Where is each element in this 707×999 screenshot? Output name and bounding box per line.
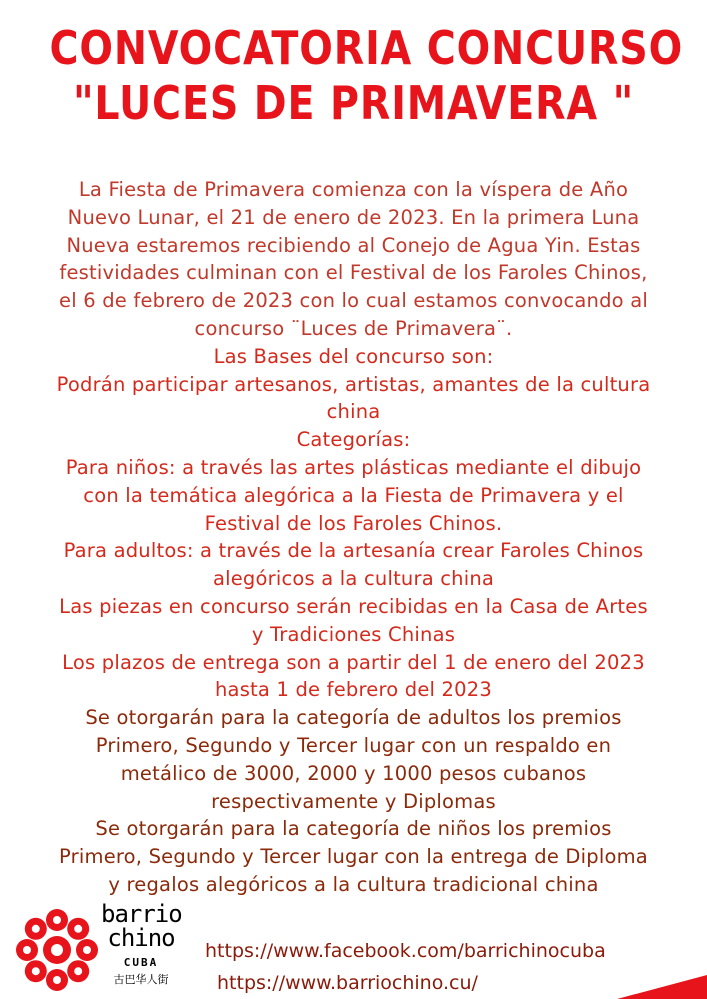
title-line-1: CONVOCATORIA CONCURSO <box>49 21 684 75</box>
logo-word-barrio: barrio <box>101 900 182 928</box>
intro-line: concurso ¨Luces de Primavera¨. <box>194 316 513 340</box>
logo-wordmark <box>101 902 181 987</box>
website-link[interactable]: https://www.barriochino.cu/ <box>217 972 478 994</box>
bases-line: y Tradiciones Chinas <box>251 622 456 646</box>
intro-line: el 6 de febrero de 2023 con lo cual estamos convocando al <box>59 289 648 313</box>
prizes-line: Se otorgarán para la categoría de niños los premios <box>95 817 612 841</box>
intro-line: Nuevo Lunar, el 21 de enero de 2023. En la primera Luna <box>67 205 640 229</box>
intro-line: Nueva estaremos recibiendo al Conejo de Agua Yin. Estas <box>66 233 641 257</box>
bases-line: alegóricos a la cultura china <box>212 567 495 591</box>
logo-chinese-text: 古巴华人街 <box>113 973 169 986</box>
bases-line: Para adultos: a través de la artesanía crear Faroles Chinos <box>63 539 644 563</box>
bases-line: Las piezas en concurso serán recibidas en la Casa de Artes <box>59 594 648 618</box>
bases-line: Podrán participar artesanos, artistas, amantes de la cultura <box>56 372 651 396</box>
bases-line: Los plazos de entrega son a partir del 1 de enero del 2023 <box>62 650 645 674</box>
facebook-link[interactable]: https://www.facebook.com/barrichinocuba <box>205 940 606 962</box>
corner-accent <box>617 975 707 999</box>
announcement-body <box>14 176 693 899</box>
logo-word-chino: chino <box>107 924 175 952</box>
bases-line: Categorías: <box>296 428 411 452</box>
intro-line: La Fiesta de Primavera comienza con la víspera de Año <box>78 178 629 201</box>
bases-line: hasta 1 de febrero del 2023 <box>214 678 492 702</box>
prizes-line: Se otorgarán para la categoría de adultos los premios <box>85 706 622 730</box>
prizes-line: Primero, Segundo y Tercer lugar con la entrega de Diploma <box>59 845 648 869</box>
title-line-2: "LUCES DE PRIMAVERA " <box>72 76 635 130</box>
bases-line: china <box>326 400 381 424</box>
prizes-line: y regalos alegóricos a la cultura tradicional china <box>108 872 599 896</box>
prizes-line: metálico de 3000, 2000 y 1000 pesos cubanos <box>120 761 587 785</box>
prizes-line: Primero, Segundo y Tercer lugar con un respaldo en <box>95 733 612 757</box>
intro-line: festividades culminan con el Festival de los Faroles Chinos, <box>59 261 648 285</box>
bases-line: Las Bases del concurso son: <box>213 344 494 368</box>
bases-line: Para niños: a través las artes plásticas mediante el dibujo <box>65 455 642 479</box>
bases-line: Festival de los Faroles Chinos. <box>204 511 503 535</box>
logo-word-cuba: CUBA <box>123 956 159 969</box>
bases-line: con la temática alegórica a la Fiesta de Primavera y el <box>83 483 624 507</box>
prizes-line: respectivamente y Diplomas <box>211 789 496 813</box>
